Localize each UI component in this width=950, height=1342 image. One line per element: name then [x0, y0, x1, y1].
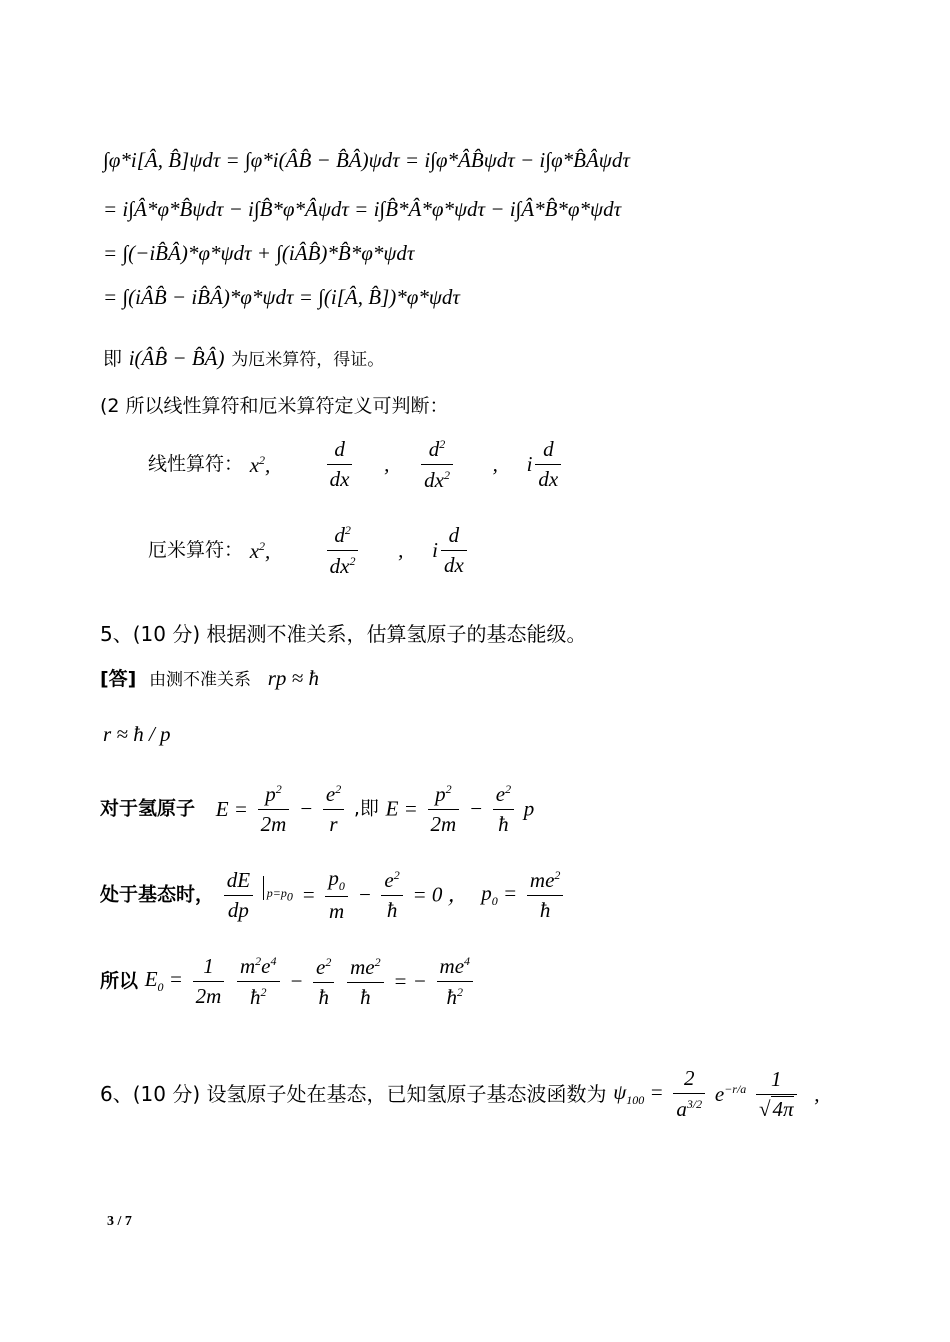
proof-line-1: ∫φ*i[Â, B̂]ψdτ = ∫φ*i(ÂB̂ − B̂Â)ψdτ = i∫φ*ÂB̂ψdτ − i∫φ*B̂Âψdτ [103, 148, 630, 172]
r-relation: r ≈ ħ / p [103, 722, 171, 746]
hermitian-label: 厄米算符： [148, 539, 244, 561]
proof-line-3: = ∫(−iB̂Â)*φ*ψdτ + ∫(iÂB̂)*B̂*φ*ψdτ [103, 241, 415, 265]
hermitian-operators-row: 厄米算符： $x^2$, $\frac{d^2}{dx^2}$ , i $\frac{d}{dx}$ [148, 524, 470, 577]
part2-intro: (2 所以线性算符和厄米算符定义可判断： [100, 395, 449, 417]
ie-label: ,即 [353, 797, 379, 820]
operator-d2-dx2: $\frac{d^2}{dx^2}$ [421, 438, 453, 491]
q6-title: 6、(10 分) 设氢原子处在基态，已知氢原子基态波函数为 [100, 1082, 607, 1106]
operator-d2-dx2: $\frac{d^2}{dx^2}$ [327, 524, 359, 577]
q5-title: 5、(10 分) 根据测不准关系，估算氢原子的基态能级。 [100, 622, 587, 646]
operator-i-d-dx: $\frac{d}{dx}$ [441, 525, 467, 576]
linear-label: 线性算符： [148, 453, 244, 475]
operator-x-squared: $x^2$, [249, 452, 271, 477]
answer-tag: [答] [100, 668, 137, 690]
proof-line-2: = i∫Â*φ*B̂ψdτ − i∫B̂*φ*Âψdτ = i∫B̂*Â*φ*ψdτ − i∫Â*B̂*φ*ψdτ [103, 197, 622, 221]
answer-intro: 由测不准关系 [149, 670, 252, 690]
conclusion-line [103, 348, 384, 369]
conclusion-prefix: 即 [103, 348, 123, 370]
ground-state-line: 处于基态时， $\frac{dE}{dp}$ p=p0 = $\frac{p_0}{m}$ − $\frac{e^2}{ħ}$ = 0 ， $p_0$ = $\frac{me^2}{ħ}$ [100, 868, 566, 922]
hydrogen-label: 对于氢原子 [100, 797, 196, 820]
operator-x-squared: $x^2$, [249, 538, 271, 563]
hydrogen-energy-line: 对于氢原子 E = $\frac{p^2}{2m}$ − $\frac{e^2}{r}$ ,即 E = $\frac{p^2}{2m}$ − $\frac{e^2}{ħ}$ p [100, 782, 535, 836]
conclusion-expression: i(ÂB̂ − B̂Â) [128, 346, 225, 370]
operator-i-d-dx: $\frac{d}{dx}$ [535, 439, 561, 490]
page-number: 3 / 7 [107, 1214, 132, 1229]
ground-energy-line: 所以 $E_0$ = $\frac{1}{2m}$ $\frac{m^2e^4}{ħ^2}$ − $\frac{e^2}{ħ}$ $\frac{me^2}{ħ}$ = − $\frac{me^4}{ħ^2}$ [100, 955, 476, 1008]
so-label: 所以 [100, 970, 139, 992]
q5-answer-line [100, 668, 319, 689]
ground-label: 处于基态时， [100, 883, 215, 906]
linear-operators-row: 线性算符： $x^2$, $\frac{d}{dx}$ , $\frac{d^2}{dx^2}$ , i $\frac{d}{dx}$ [148, 438, 564, 491]
conclusion-suffix: 为厄米算符，得证。 [231, 350, 385, 370]
uncertainty-relation: rp ≈ ħ [267, 666, 319, 690]
proof-line-4: = ∫(iÂB̂ − iB̂Â)*φ*ψdτ = ∫(i[Â, B̂])*φ*ψdτ [103, 285, 460, 309]
operator-d-dx: $\frac{d}{dx}$ [327, 439, 353, 490]
q6-line: 6、(10 分) 设氢原子处在基态，已知氢原子基态波函数为 $\psi_{100}$ = $\frac{2}{a^{3/2}}$ $e^{-r/a}$ $\frac{1}{√4\pi}$ , [100, 1066, 820, 1121]
